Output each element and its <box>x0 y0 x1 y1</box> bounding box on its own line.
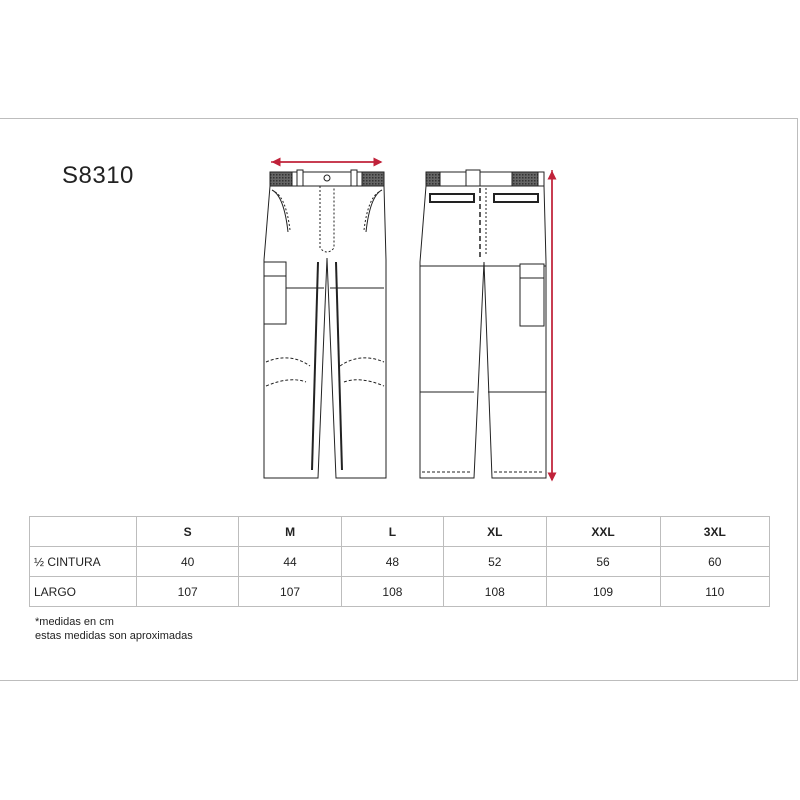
back-view-trousers-icon <box>420 170 546 478</box>
size-header-l: L <box>341 517 443 547</box>
table-cell: 44 <box>239 547 341 577</box>
table-cell: 52 <box>444 547 546 577</box>
size-header-xl: XL <box>444 517 546 547</box>
table-cell: 56 <box>546 547 660 577</box>
size-header-xxl: XXL <box>546 517 660 547</box>
table-cell: 108 <box>444 577 546 607</box>
table-row <box>30 577 770 607</box>
table-cell: 108 <box>341 577 443 607</box>
table-cell: 40 <box>137 547 239 577</box>
size-header-3xl: 3XL <box>660 517 769 547</box>
note-approximate: estas medidas son aproximadas <box>35 630 193 642</box>
row-label-cintura: ½ CINTURA <box>30 547 137 577</box>
footnotes <box>35 615 193 643</box>
size-header-s: S <box>137 517 239 547</box>
size-table <box>29 516 770 607</box>
size-table-header-blank <box>30 517 137 547</box>
table-cell: 60 <box>660 547 769 577</box>
size-table-header-row <box>30 517 770 547</box>
front-view-trousers-icon <box>264 170 386 478</box>
table-cell: 48 <box>341 547 443 577</box>
model-code: S8310 <box>62 162 134 189</box>
size-header-m: M <box>239 517 341 547</box>
note-units: *medidas en cm <box>35 616 114 628</box>
row-label-largo: LARGO <box>30 577 137 607</box>
table-cell: 107 <box>239 577 341 607</box>
table-cell: 110 <box>660 577 769 607</box>
table-cell: 109 <box>546 577 660 607</box>
table-cell: 107 <box>137 577 239 607</box>
table-row <box>30 547 770 577</box>
